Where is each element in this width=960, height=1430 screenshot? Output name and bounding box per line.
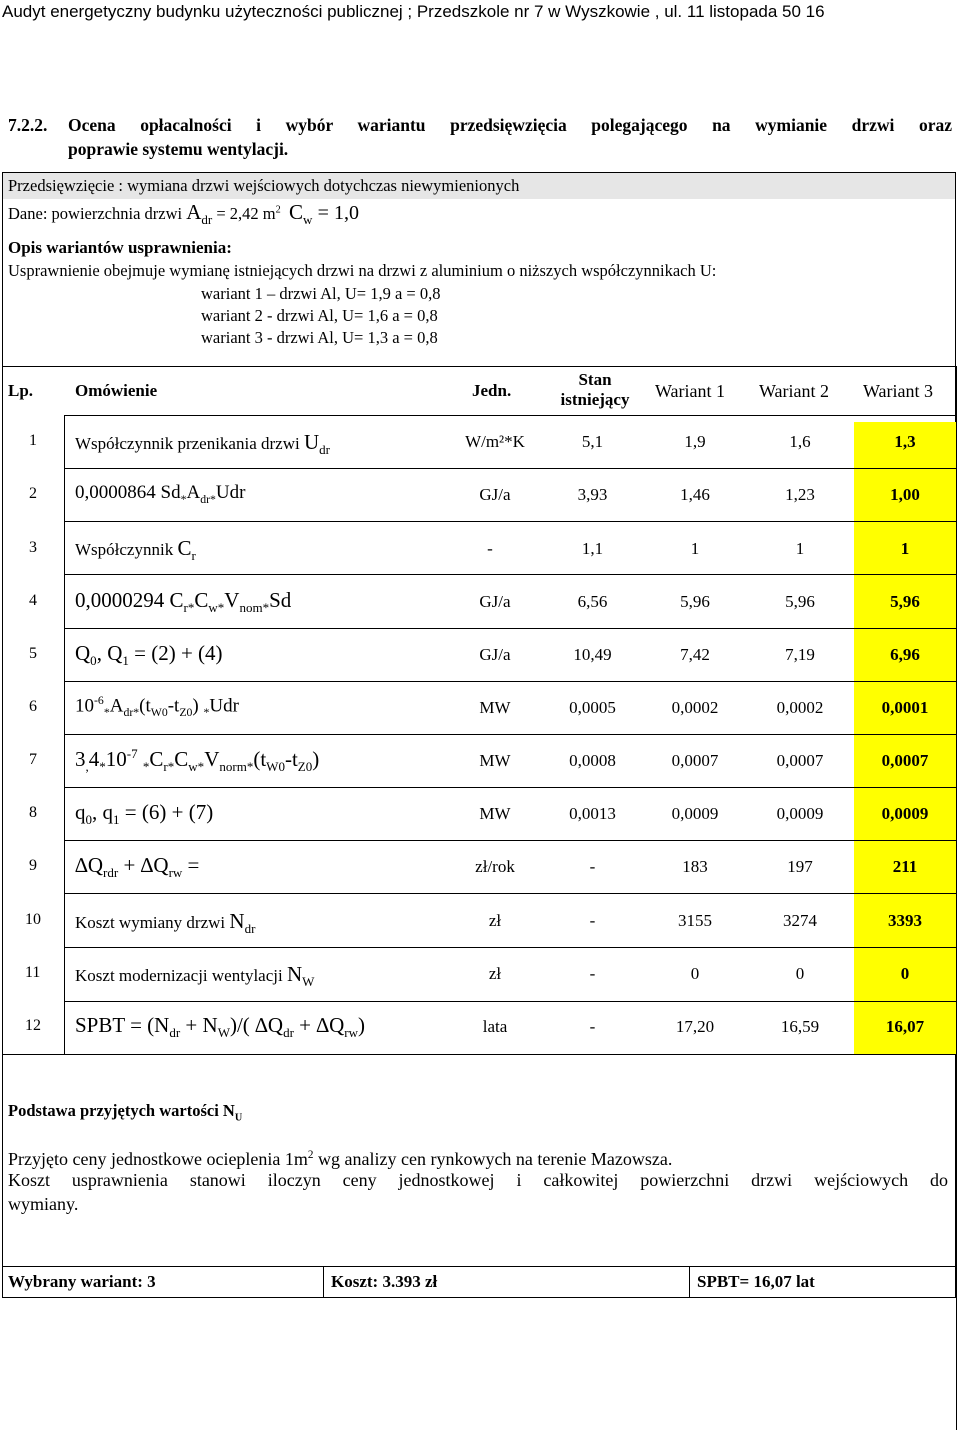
row-unit: GJ/a [479, 592, 511, 611]
row-unit: GJ/a [479, 645, 511, 664]
row-5-description: $Q_0$, $Q_1 = (2) + (4)$ [75, 641, 223, 669]
row-line [64, 893, 956, 894]
row-variant-1: 0,0002 [671, 698, 719, 717]
row-line [64, 468, 956, 469]
input-data-line: Dane: powierzchnia drzwi $A_{dr} = 2,42$ $m^2$ $C_w = 1,0$ [8, 200, 359, 228]
section-title-line1: Ocena opłacalności i wybór wariantu przedsięwzięcia polegającego na wymianie drzwi oraz [68, 115, 952, 135]
table-bottom-line [2, 1054, 956, 1055]
row-current: 10,49 [573, 645, 612, 664]
row-variant-1: 5,96 [680, 592, 710, 611]
analysis-box [2, 172, 956, 1298]
basis-heading: Podstawa przyjętych wartości $N_U$ [8, 1101, 243, 1124]
row-current: 0,0005 [569, 698, 616, 717]
row-variant-2: 0,0002 [776, 698, 824, 717]
row-current: - [589, 964, 596, 983]
section-number: 7.2.2. [8, 115, 48, 135]
row-unit: zł/rok [475, 857, 515, 876]
row-1-description: Współczynnik przenikania drzwi $U_{dr}$ [75, 430, 330, 458]
basis-line-2: Koszt usprawnienia stanowi iloczyn ceny jednostkowej i całkowitej powierzchni drzwi wejściowych do [8, 1170, 948, 1190]
row-current: - [589, 1017, 596, 1036]
row-lp: 8 [29, 804, 37, 821]
row-line [64, 840, 956, 841]
row-unit: MW [479, 698, 511, 717]
options-text: Usprawnienie obejmuje wymianę istniejących drzwi na drzwi z aluminium o niższych współczynnikach U: [8, 261, 717, 280]
row-lp: 6 [29, 698, 37, 715]
row-lp: 9 [29, 857, 37, 874]
table-top-line [2, 366, 956, 367]
row-variant-1: 183 [682, 857, 708, 876]
row-variant-2: 0,0007 [776, 751, 824, 770]
row-lp: 11 [25, 964, 41, 981]
row-unit: MW [479, 751, 511, 770]
row-unit: zł [488, 911, 502, 930]
row-lp: 5 [29, 645, 37, 662]
row-variant-3: 211 [892, 857, 918, 876]
row-lp: 10 [25, 911, 41, 928]
row-current: 6,56 [577, 592, 608, 611]
row-line [64, 1001, 956, 1002]
row-current: - [589, 911, 596, 930]
row-4-label: 0,0000294 C [75, 588, 184, 612]
row-line [64, 574, 956, 575]
row-line [64, 521, 956, 522]
row-variant-3: 6,96 [890, 645, 920, 664]
undertaking-text: Przedsięwzięcie : wymiana drzwi wejściowych dotychczas niewymienionych [8, 176, 520, 195]
row-variant-3: 1,3 [894, 432, 916, 451]
summary-divider [323, 1266, 324, 1298]
summary-cost: Koszt: 3.393 zł [331, 1272, 438, 1291]
header-lp: Lp. [8, 381, 34, 400]
row-variant-3: 0,0007 [881, 751, 929, 770]
area-value: = 2,42 m [216, 204, 276, 223]
row-variant-3: 5,96 [890, 592, 920, 611]
row-current: - [589, 857, 596, 876]
variant-3-desc: wariant 3 - drzwi Al, U= 1,3 a = 0,8 [201, 328, 438, 347]
row-variant-2: 197 [787, 857, 813, 876]
row-variant-2: 16,59 [780, 1017, 820, 1036]
options-heading: Opis wariantów usprawnienia: [8, 238, 232, 257]
row-unit: lata [482, 1017, 508, 1036]
row-4-description: 0,0000294 $C_{r*}C_{w*}V_{nom*}Sd$ [75, 588, 292, 616]
page-header: Audyt energetyczny budynku użyteczności publicznej ; Przedszkole nr 7 w Wyszkowie , ul. 11 listopada 50 16 [2, 2, 825, 21]
row-12-description: SPBT = $(N_{dr} + N_W)/$( $\Delta Q_{dr} + \Delta Q_{rw}$) [75, 1013, 366, 1041]
header-current-line2: istniejący [560, 390, 630, 409]
row-3-label: Współczynnik [75, 540, 174, 559]
row-unit: MW [479, 804, 511, 823]
row-lp: 4 [29, 592, 37, 609]
header-variant-1: Wariant 1 [655, 381, 726, 401]
row-variant-1: 0,0007 [671, 751, 719, 770]
row-variant-3: 16,07 [885, 1017, 925, 1036]
row-variant-1: 7,42 [680, 645, 710, 664]
basis-line-1-text: Przyjęto ceny jednostkowe ocieplenia 1m [8, 1149, 308, 1169]
row-variant-3: 0,0009 [881, 804, 929, 823]
row-variant-2: 1 [795, 539, 805, 558]
row-lp: 1 [29, 432, 37, 449]
header-current [555, 370, 635, 410]
header-unit: Jedn. [472, 381, 512, 400]
row-variant-1: 1,46 [680, 485, 710, 504]
row-2-description: 0,0000864 $Sd_*A_{dr*}Udr$ [75, 482, 246, 506]
row-variant-2: 0,0009 [776, 804, 824, 823]
row-3-description: Współczynnik $C_r$ [75, 536, 196, 564]
basis-heading-text: Podstawa przyjętych wartości N [8, 1101, 235, 1120]
row-variant-2: 5,96 [785, 592, 815, 611]
row-lp: 2 [29, 485, 37, 502]
summary-spbt: SPBT= 16,07 lat [697, 1272, 815, 1291]
row-line [64, 787, 956, 788]
basis-line-1-tail: wg analizy cen rynkowych na terenie Mazowsza. [318, 1149, 673, 1169]
data-text: powierzchnia drzwi [51, 204, 183, 223]
lp-column-line [64, 415, 65, 1054]
row-variant-1: 3155 [678, 911, 712, 930]
cw-value: = 1,0 [317, 202, 359, 224]
summary-variant: Wybrany wariant: 3 [8, 1272, 156, 1291]
row-unit: - [487, 539, 493, 558]
row-10-label: Koszt wymiany drzwi [75, 913, 226, 932]
row-2-label: 0,0000864 Sd [75, 482, 181, 503]
header-variant-2: Wariant 2 [759, 381, 830, 401]
row-variant-2: 1,23 [785, 485, 815, 504]
row-line [64, 628, 956, 629]
variant-2-desc: wariant 2 - drzwi Al, U= 1,6 a = 0,8 [201, 306, 438, 325]
row-unit: zł [488, 964, 502, 983]
row-variant-1: 0 [690, 964, 700, 983]
row-variant-1: 0,0009 [671, 804, 719, 823]
row-lp: 12 [25, 1017, 41, 1034]
row-variant-3: 0,0001 [881, 698, 929, 717]
section-title-line2: poprawie systemu wentylacji. [68, 139, 289, 159]
row-11-label: Koszt modernizacji wentylacji [75, 966, 283, 985]
row-1-label: Współczynnik przenikania drzwi [75, 434, 300, 453]
header-variant-3: Wariant 3 [863, 381, 934, 401]
row-8-description: $q_0$, $q_1 = (6) + (7)$ [75, 800, 214, 828]
row-10-description: Koszt wymiany drzwi $N_{dr}$ [75, 909, 256, 937]
summary-top-line [2, 1266, 956, 1267]
row-lp: 7 [29, 751, 37, 768]
row-variant-2: 0 [795, 964, 805, 983]
basis-line-3: wymiany. [8, 1194, 79, 1214]
row-variant-2: 1,6 [789, 432, 811, 451]
header-description: Omówienie [75, 381, 158, 400]
variant-1-desc: wariant 1 – drzwi Al, U= 1,9 a = 0,8 [201, 284, 441, 303]
row-current: 0,0008 [569, 751, 616, 770]
header-current-line1: Stan [578, 370, 612, 389]
data-label: Dane: [8, 204, 48, 223]
row-7-description: $3_,4_*10^{-7}$ $_*C_{r*}C_{w*}V_{norm*}(t_{W0}-t_{Z0})$ [75, 746, 320, 775]
row-variant-3: 3393 [888, 911, 922, 930]
row-variant-1: 1,9 [684, 432, 706, 451]
section-title [8, 113, 952, 161]
row-current: 3,93 [577, 485, 608, 504]
row-current: 5,1 [581, 432, 604, 451]
row-variant-2: 3274 [783, 911, 817, 930]
row-6-description: $10^{-6}_*A_{dr*}(t_{W0}-t_{Z0})$ $_*$Udr [75, 694, 239, 720]
row-lp: 3 [29, 539, 37, 556]
row-variant-1: 1 [690, 539, 700, 558]
row-line [64, 947, 956, 948]
row-variant-3: 1,00 [890, 485, 920, 504]
row-9-description: $\Delta Q_{rdr} + \Delta Q_{rw}$ = [75, 853, 200, 881]
row-line [64, 734, 956, 735]
row-variant-1: 17,20 [675, 1017, 715, 1036]
row-line [64, 681, 956, 682]
basis-line-1: Przyjęto ceny jednostkowe ocieplenia $1m^2$ wg analizy cen rynkowych na terenie Mazowsza. [8, 1149, 673, 1169]
row-current: 1,1 [581, 539, 604, 558]
row-current: 0,0013 [569, 804, 616, 823]
row-variant-2: 7,19 [785, 645, 815, 664]
table-right-edge [956, 366, 957, 1430]
row-line [64, 415, 956, 416]
row-variant-3: 1 [900, 539, 910, 558]
row-11-description: Koszt modernizacji wentylacji $N_W$ [75, 962, 315, 990]
row-variant-3: 0 [900, 964, 910, 983]
variant-3-highlight [854, 422, 956, 1054]
row-unit: GJ/a [479, 485, 511, 504]
summary-divider [689, 1266, 690, 1298]
row-unit: W/m²*K [465, 432, 525, 451]
